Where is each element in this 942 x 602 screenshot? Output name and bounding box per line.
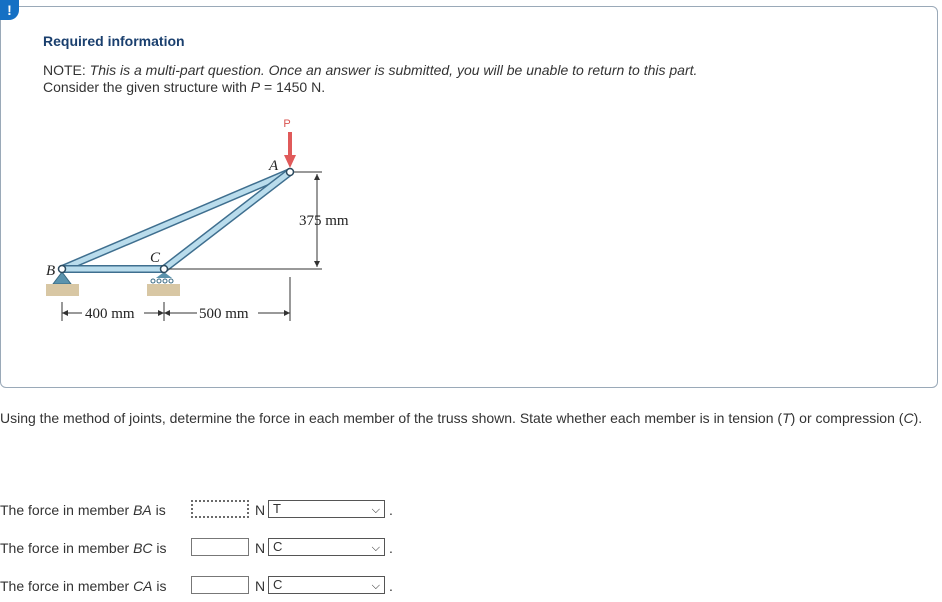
period-bc: .	[389, 540, 393, 556]
consider-value: = 1450 N.	[260, 79, 326, 95]
note-body: This is a multi-part question. Once an answer is submitted, you will be unable to return to this part.	[89, 62, 698, 78]
alert-icon: !	[0, 0, 19, 20]
answer-label-ba	[0, 502, 166, 518]
tension-compression-select-ca[interactable]	[268, 576, 385, 594]
right-dimension-label: 500 mm	[199, 306, 249, 322]
period-ba: .	[389, 502, 393, 518]
label-a: A	[269, 158, 279, 174]
question-t: T	[782, 410, 791, 426]
note-text	[43, 62, 697, 96]
label-post: is	[152, 578, 167, 594]
height-arrow-top	[314, 174, 320, 180]
load-label: P	[283, 118, 291, 130]
chevron-down-icon: ⌵	[371, 580, 380, 592]
load-arrow-head	[284, 155, 296, 168]
label-post: is	[152, 540, 167, 556]
support-c-ground	[147, 284, 180, 296]
consider-var: P	[250, 79, 261, 95]
joint-a	[287, 169, 294, 176]
member-ba-fill	[62, 172, 290, 269]
label-pre: The force in member	[0, 578, 134, 594]
joint-b	[59, 266, 66, 273]
roller	[157, 279, 161, 283]
roller	[151, 279, 155, 283]
select-value-ba: T	[273, 501, 281, 516]
question-part-3: ).	[913, 410, 923, 426]
unit-label-ba: N	[255, 502, 266, 518]
label-pre: The force in member	[0, 540, 134, 556]
dim-right-arrow-1	[164, 310, 170, 316]
force-input-ca[interactable]	[191, 576, 249, 594]
label-member: BA	[133, 502, 152, 518]
chevron-down-icon: ⌵	[371, 542, 380, 554]
force-input-bc[interactable]	[191, 538, 249, 556]
height-arrow-bottom	[314, 261, 320, 267]
consider-text: Consider the given structure with	[43, 79, 251, 95]
chevron-down-icon: ⌵	[371, 504, 380, 516]
roller	[169, 279, 173, 283]
period-ca: .	[389, 578, 393, 594]
question-c: C	[903, 410, 914, 426]
label-pre: The force in member	[0, 502, 134, 518]
unit-label-bc: N	[255, 540, 266, 556]
note-prefix: NOTE:	[43, 62, 86, 78]
unit-label-ca: N	[255, 578, 266, 594]
label-b: B	[46, 263, 56, 279]
question-part-2: ) or compression (	[790, 410, 904, 426]
support-b-ground	[46, 284, 79, 296]
truss-figure	[40, 112, 370, 327]
support-b-pin	[53, 272, 71, 284]
joint-c	[161, 266, 168, 273]
dim-left-arrow-2	[158, 310, 164, 316]
select-value-bc: C	[273, 539, 283, 554]
question-text	[0, 409, 935, 428]
answer-label-bc	[0, 540, 167, 556]
label-member: BC	[133, 540, 153, 556]
tension-compression-select-bc[interactable]	[268, 538, 385, 556]
roller	[163, 279, 167, 283]
label-post: is	[151, 502, 166, 518]
height-dimension-label: 375 mm	[299, 213, 349, 229]
required-information-title: Required information	[43, 33, 185, 49]
dim-left-arrow-1	[62, 310, 68, 316]
label-c: C	[150, 250, 161, 266]
answer-label-ca	[0, 578, 167, 594]
force-input-ba[interactable]	[191, 500, 249, 518]
dim-right-arrow-2	[284, 310, 290, 316]
tension-compression-select-ba[interactable]	[268, 500, 385, 518]
label-member: CA	[133, 578, 153, 594]
left-dimension-label: 400 mm	[85, 306, 135, 322]
question-part-1: Using the method of joints, determine the force in each member of the truss shown. State whether each member is in tension (	[0, 410, 783, 426]
select-value-ca: C	[273, 577, 283, 592]
